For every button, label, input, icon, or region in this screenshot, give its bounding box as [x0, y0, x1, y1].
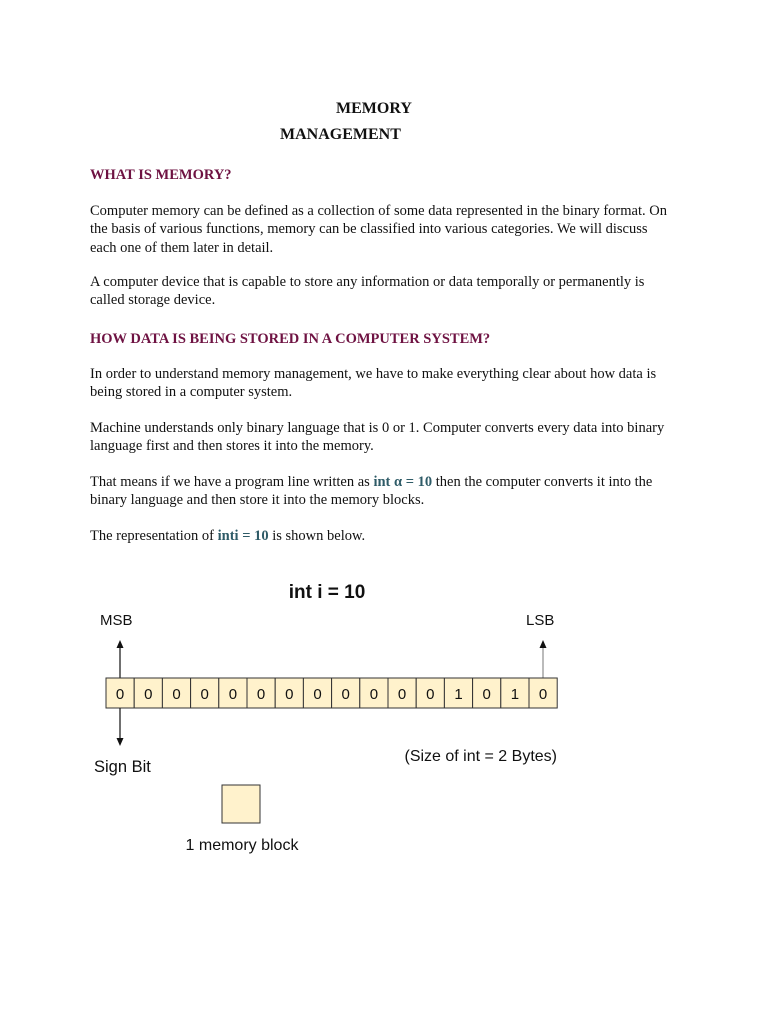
title-line-2: MANAGEMENT [280, 126, 401, 143]
bit-value: 0 [341, 686, 350, 703]
binary-representation-diagram [85, 570, 575, 870]
inline-code: inti = 10 [217, 528, 269, 544]
bit-value: 0 [115, 686, 125, 703]
bit-value: 0 [256, 686, 266, 703]
bit-value: 0 [144, 686, 153, 703]
bit-value: 0 [200, 686, 209, 703]
bit-value: 0 [172, 686, 181, 703]
memory-block-legend-label: 1 memory block [185, 837, 299, 854]
paragraph-text: is shown below. [268, 528, 366, 544]
bit-value: 1 [454, 686, 463, 703]
lsb-arrow [540, 640, 547, 678]
paragraph-understand-memory: In order to understand memory management, we have to make everything clear about how data is being stored in a computer system. [90, 366, 657, 401]
bit-value: 0 [482, 686, 491, 703]
bit-value: 0 [228, 686, 238, 703]
paragraph-representation [90, 527, 675, 545]
bit-value: 0 [397, 686, 407, 703]
diagram-title: int i = 10 [288, 582, 366, 603]
paragraph-text: That means if we have a program line written as [90, 474, 374, 490]
section-heading-what-is-memory: WHAT IS MEMORY? [90, 167, 232, 183]
paragraph-binary-language: Machine understands only binary language that is 0 or 1. Computer converts every data into binary language first and then stores it into the memory. [90, 420, 665, 455]
bit-value: 0 [313, 686, 322, 703]
inline-code: int α = 10 [373, 474, 433, 490]
bit-value: 0 [426, 686, 435, 703]
size-label: (Size of int = 2 Bytes) [404, 748, 557, 765]
memory-block-legend-swatch [222, 785, 260, 823]
title-line-1: MEMORY [336, 100, 412, 117]
msb-arrow [117, 640, 124, 678]
paragraph-storage-device: A computer device that is capable to store any information or data temporally or permanently is called storage device. [90, 274, 645, 309]
paragraph-text: The representation of [90, 528, 218, 544]
bit-value: 0 [369, 686, 379, 703]
bit-value: 1 [510, 686, 520, 703]
lsb-label: LSB [526, 612, 555, 629]
paragraph-text: then the computer converts it into the binary language and then store it into the memory blocks. [90, 474, 653, 509]
bit-cells [106, 678, 557, 708]
sign-bit-label: Sign Bit [94, 758, 151, 776]
section-heading-data-storage: HOW DATA IS BEING STORED IN A COMPUTER SYSTEM? [90, 331, 491, 347]
paragraph-program-line [90, 473, 675, 510]
bit-value: 0 [538, 686, 548, 703]
sign-bit-arrow [117, 708, 124, 746]
msb-label: MSB [100, 612, 133, 629]
paragraph-memory-definition: Computer memory can be defined as a collection of some data represented in the binary format. On the basis of various functions, memory can be classified into various categories. We will discuss each one of them later in detail. [90, 203, 667, 256]
bit-value: 0 [285, 686, 294, 703]
